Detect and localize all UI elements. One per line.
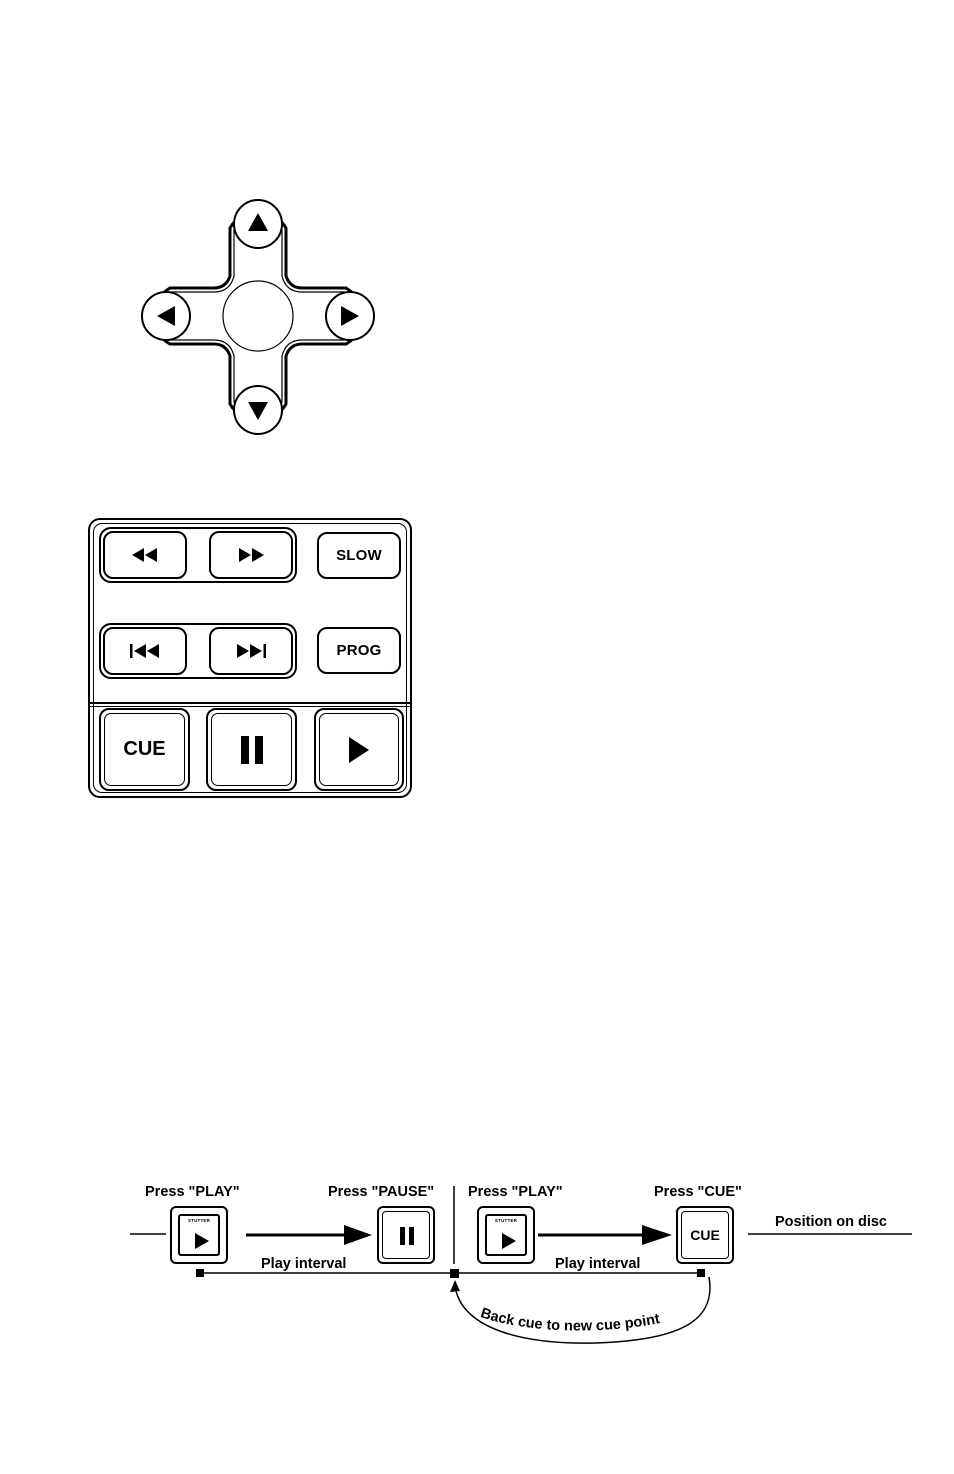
back-cue-label: Back cue to new cue point	[478, 1305, 662, 1335]
dpad-right-button[interactable]	[326, 292, 374, 340]
dpad-up-button[interactable]	[234, 200, 282, 248]
search-back-button[interactable]	[103, 531, 187, 579]
diagram-cue-label: CUE	[690, 1227, 720, 1243]
dpad-center-button[interactable]	[223, 281, 293, 351]
panel-divider	[90, 702, 410, 704]
prog-button[interactable]	[317, 627, 401, 674]
play-button[interactable]	[314, 708, 404, 791]
rewind-icon	[130, 548, 160, 562]
dpad-left-button[interactable]	[142, 292, 190, 340]
dpad-down-button[interactable]	[234, 386, 282, 434]
slow-button[interactable]	[317, 532, 401, 579]
pause-button[interactable]	[206, 708, 297, 791]
fast-forward-icon	[236, 548, 266, 562]
skip-back-icon	[128, 644, 162, 658]
cue-operation-diagram	[126, 1178, 916, 1358]
panel-divider-inner	[90, 706, 410, 707]
stutter-label-1: STUTTER	[187, 1218, 211, 1223]
play-interval-label-2: Play interval	[555, 1256, 641, 1272]
step3-label: Press "PLAY"	[468, 1184, 563, 1200]
prog-button-label: PROG	[336, 642, 382, 659]
skip-forward-icon	[234, 644, 268, 658]
cue-button-label: CUE	[123, 738, 166, 760]
pause-icon	[240, 736, 264, 764]
position-on-disc-label: Position on disc	[775, 1214, 887, 1230]
stutter-label-2: STUTTER	[494, 1218, 518, 1223]
direction-pad	[130, 188, 386, 444]
cue-button[interactable]	[99, 708, 190, 791]
transport-panel	[88, 518, 412, 798]
slow-button-label: SLOW	[336, 547, 382, 564]
play-interval-label-1: Play interval	[261, 1256, 347, 1272]
track-prev-button[interactable]	[103, 627, 187, 675]
step1-label: Press "PLAY"	[145, 1184, 240, 1200]
track-next-button[interactable]	[209, 627, 293, 675]
step4-label: Press "CUE"	[654, 1184, 742, 1200]
step2-label: Press "PAUSE"	[328, 1184, 435, 1200]
search-forward-button[interactable]	[209, 531, 293, 579]
play-icon	[348, 737, 370, 763]
